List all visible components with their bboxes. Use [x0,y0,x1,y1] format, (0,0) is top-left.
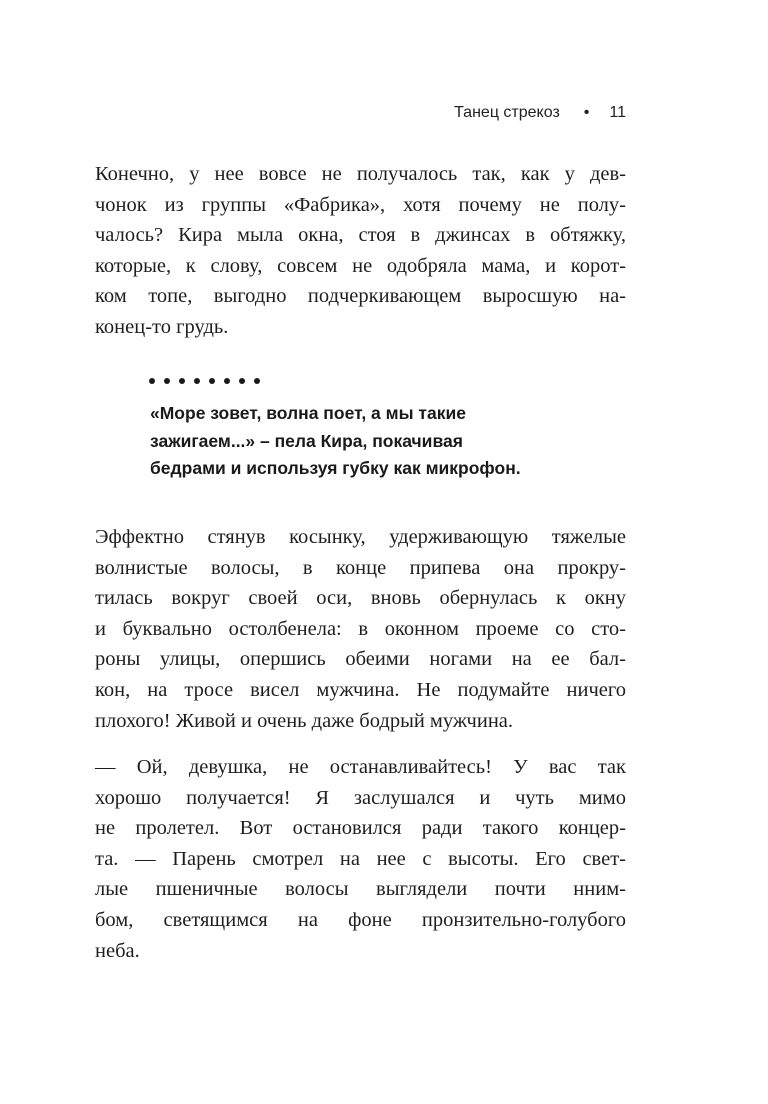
text-line: Конечно, у нее вовсе не получалось так, как у дев- [95,163,626,185]
text-line: и буквально остолбенела: в оконном проеме со сто- [95,617,626,640]
quote-line: «Море зовет, волна поет, а мы такие [150,403,466,423]
header-separator: • [583,104,590,121]
dot [179,378,185,384]
dot [224,378,230,384]
dot [164,378,170,384]
text-line: чонок из группы «Фабрика», хотя почему не полу- [95,193,626,216]
text-line: лые пшеничные волосы выглядели почти нним- [95,878,626,901]
quote-line: зажигаем...» – пела Кира, покачивая [150,430,463,451]
running-header [454,102,626,124]
pull-quote [150,400,600,483]
text-line: чалось? Кира мыла окна, стоя в джинсах в обтяжку, [95,224,626,247]
paragraph-2 [95,522,626,736]
text-line: Эффектно стянув косынку, удерживающую тяжелые [95,526,626,548]
dot [239,378,245,384]
dot [209,378,215,384]
text-line: которые, к слову, совсем не одобряла мама, и корот- [95,254,626,277]
text-line: кон, на тросе висел мужчина. Не подумайте ничего [95,678,626,701]
dot [254,378,260,384]
text-line: конец-то грудь. [95,315,229,338]
text-line: плохого! Живой и очень даже бодрый мужчина. [95,709,514,732]
text-line: бом, светящимся на фоне пронзительно-голубого [95,908,626,931]
text-line: та. — Парень смотрел на нее с высоты. Его свет- [95,847,626,870]
text-line: тилась вокруг своей оси, вновь обернулась к окну [95,587,626,610]
book-title: Танец стрекоз [454,104,560,121]
paragraph-3 [95,752,626,966]
decorative-dots-divider [149,378,260,384]
dot [194,378,200,384]
paragraph-1 [95,159,626,343]
page-number: 11 [609,104,626,121]
text-line: роны улицы, опершись обеими ногами на ее бал- [95,648,626,671]
text-line: волнистые волосы, в конце припева она прокру- [95,556,626,579]
text-line: хорошо получается! Я заслушался и чуть мимо [95,786,626,809]
quote-line: бедрами и используя губку как микрофон. [150,458,521,478]
text-line: не пролетел. Вот остановился ради такого концер- [95,817,626,840]
text-line: — Ой, девушка, не останавливайтесь! У вас так [95,756,626,778]
text-line: неба. [95,939,140,962]
dot [149,378,155,384]
text-line: ком топе, выгодно подчеркивающем выросшую на- [95,285,626,308]
